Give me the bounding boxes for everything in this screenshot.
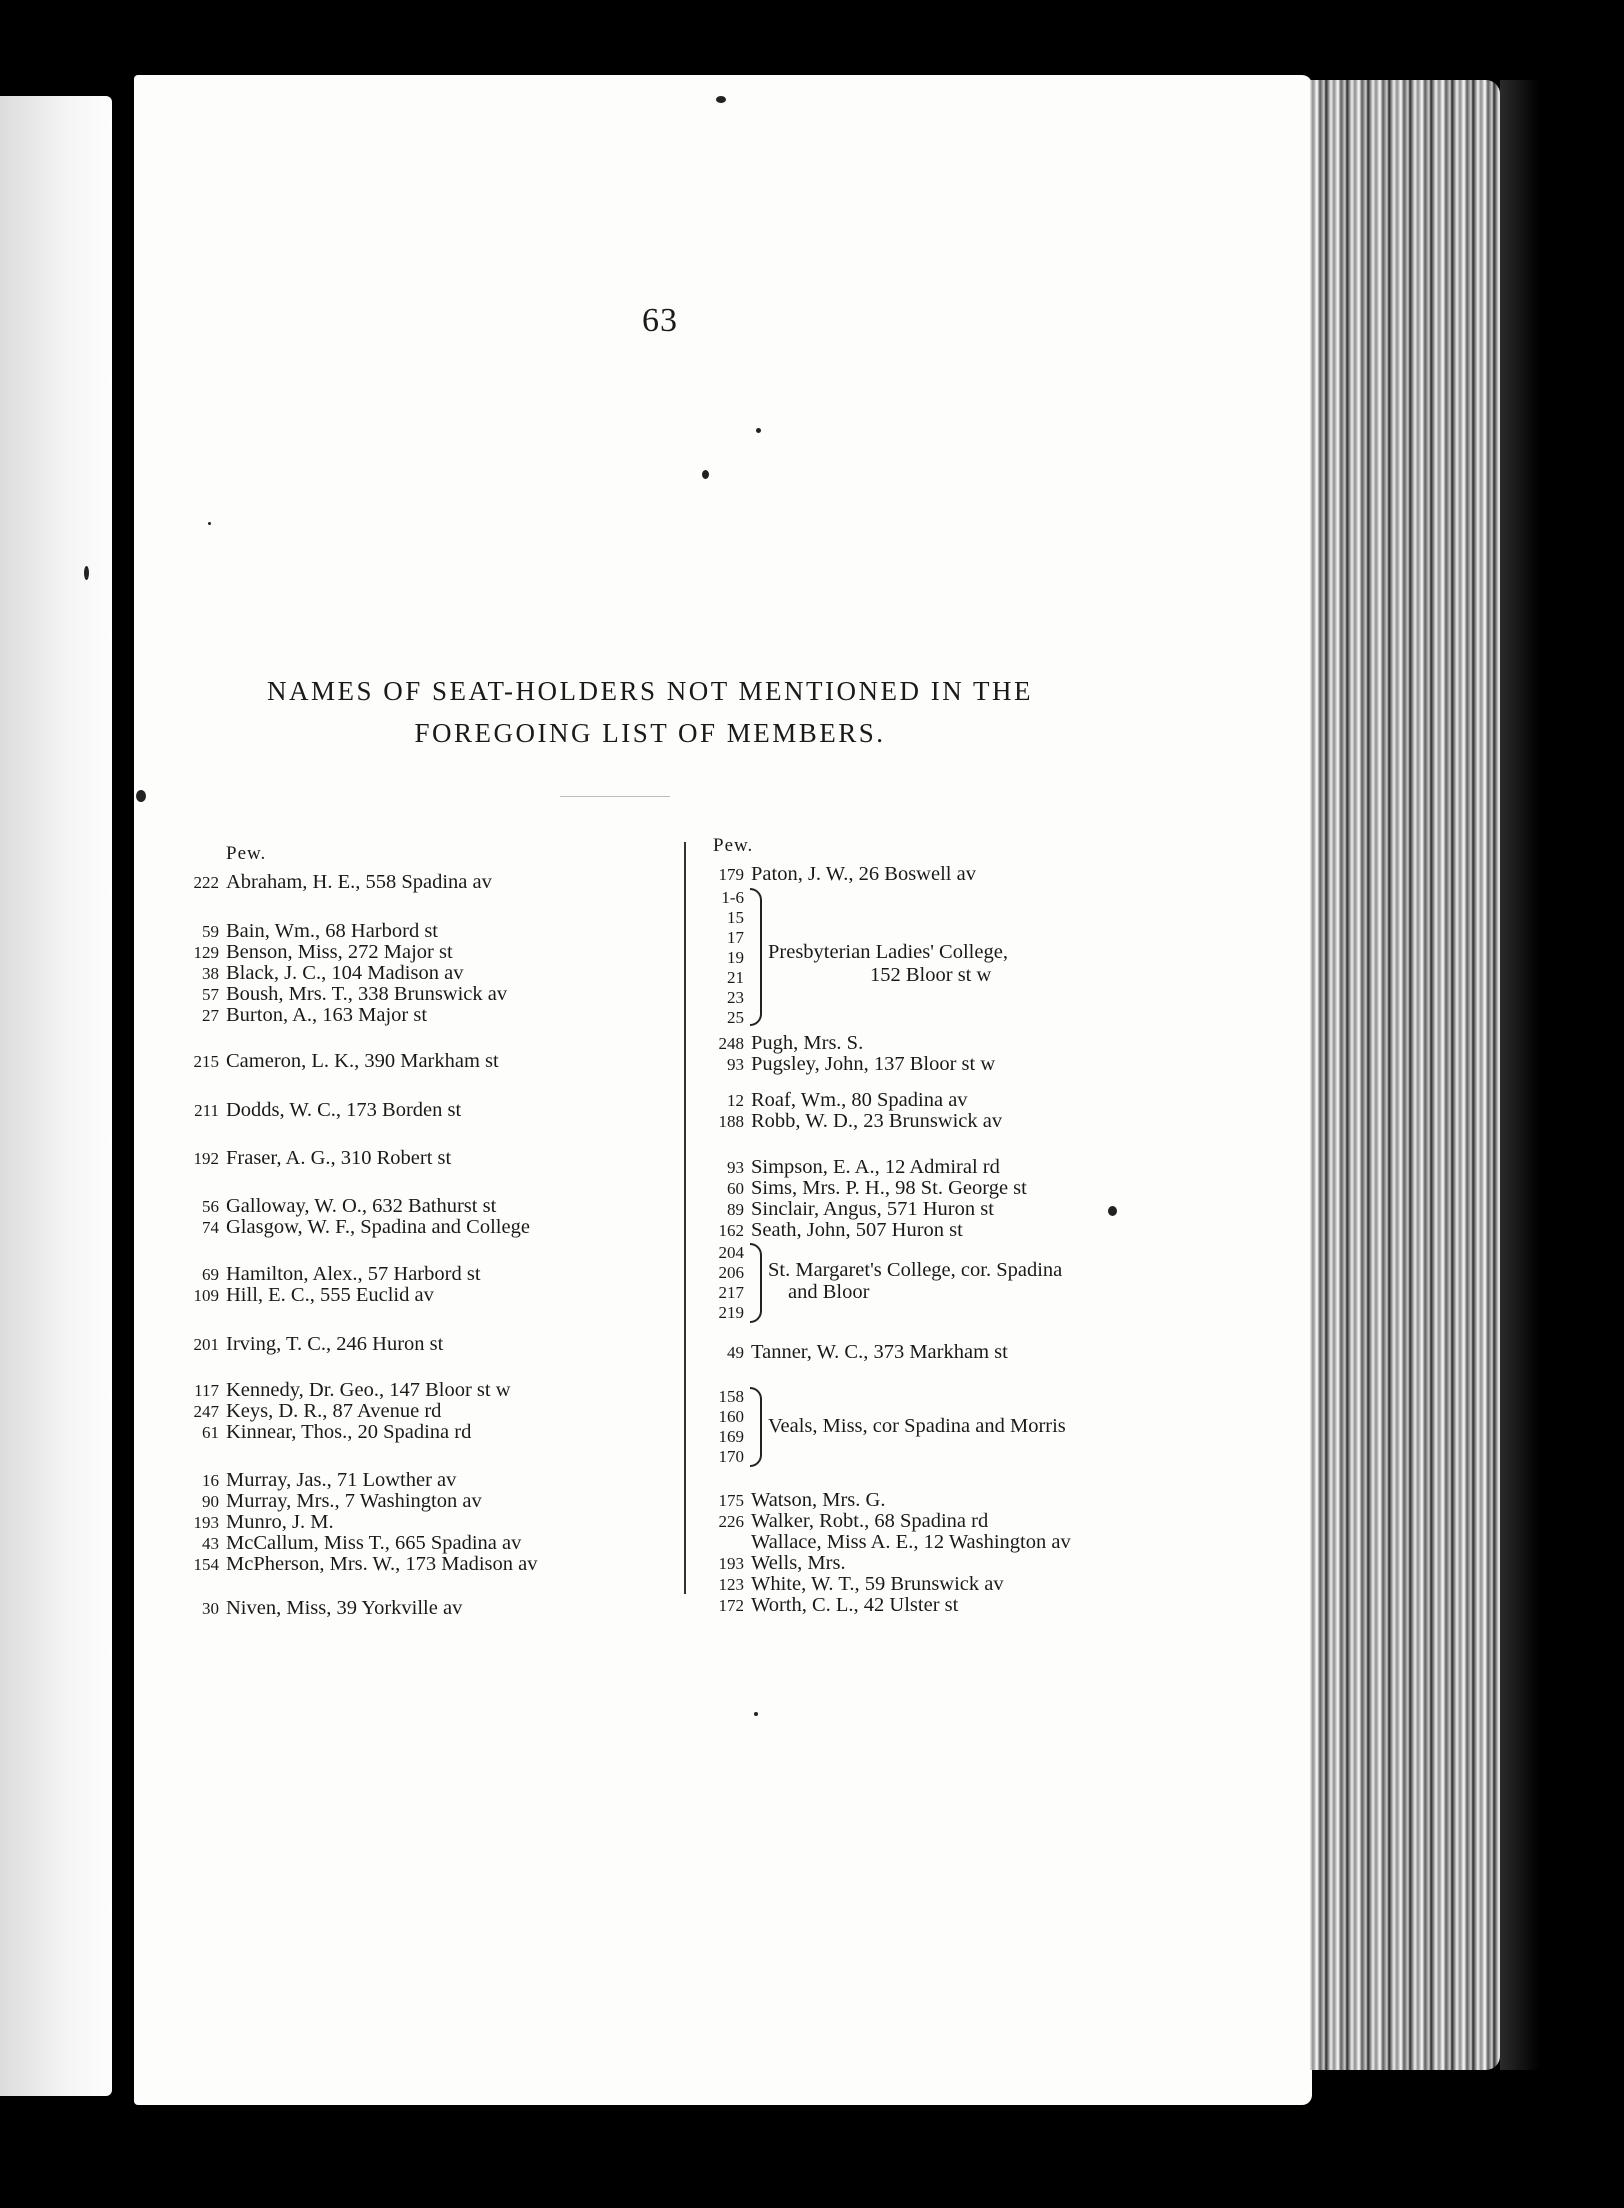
list-item bbox=[175, 1283, 434, 1308]
list-item bbox=[700, 1052, 995, 1077]
pew-number: 109 bbox=[193, 1286, 219, 1305]
page-stack-shadow bbox=[1500, 80, 1540, 2070]
pew-number: 59 bbox=[202, 922, 219, 941]
list-item bbox=[175, 1049, 499, 1074]
pew-number-list bbox=[700, 1387, 744, 1467]
list-item bbox=[175, 1003, 427, 1028]
ink-speck bbox=[208, 522, 211, 525]
page-stack-edge bbox=[1310, 80, 1500, 2070]
pew-number: 21 bbox=[727, 968, 744, 987]
pew-group-st-margarets bbox=[700, 1243, 1140, 1325]
list-item bbox=[175, 870, 492, 895]
pew-number: 117 bbox=[194, 1381, 219, 1400]
entry-text: Sinclair, Angus, 571 Huron st bbox=[751, 1198, 994, 1220]
entry-text: Wells, Mrs. bbox=[751, 1552, 846, 1574]
pew-number: 175 bbox=[718, 1491, 744, 1510]
pew-number: 19 bbox=[727, 948, 744, 967]
left-page-edge bbox=[0, 96, 112, 2096]
pew-number: 56 bbox=[202, 1197, 219, 1216]
pew-group-veals bbox=[700, 1387, 1140, 1469]
pew-group-presbyterian bbox=[700, 888, 1120, 1028]
pew-number: 69 bbox=[202, 1265, 219, 1284]
page-title bbox=[200, 670, 1100, 754]
pew-number: 15 bbox=[727, 908, 744, 927]
pew-number: 93 bbox=[727, 1055, 744, 1074]
entry-text: Keys, D. R., 87 Avenue rd bbox=[226, 1400, 442, 1422]
pew-number: 179 bbox=[718, 865, 744, 884]
group-label-continued: and Bloor bbox=[788, 1281, 870, 1303]
pew-number: 1-6 bbox=[721, 888, 744, 907]
pew-number: 169 bbox=[718, 1427, 744, 1446]
pew-number: 204 bbox=[718, 1243, 744, 1262]
entry-text: Paton, J. W., 26 Boswell av bbox=[751, 863, 976, 885]
entry-text: Kinnear, Thos., 20 Spadina rd bbox=[226, 1421, 472, 1443]
pew-number: 192 bbox=[193, 1149, 219, 1168]
pew-number: 49 bbox=[727, 1343, 744, 1362]
pew-number: 215 bbox=[193, 1052, 219, 1071]
pew-number: 23 bbox=[727, 988, 744, 1007]
pew-number: 226 bbox=[718, 1512, 744, 1531]
pew-number: 158 bbox=[718, 1387, 744, 1406]
ink-speck bbox=[84, 566, 89, 580]
entry-text: Glasgow, W. F., Spadina and College bbox=[226, 1216, 530, 1238]
entry-text: Dodds, W. C., 173 Borden st bbox=[226, 1099, 462, 1121]
entry-text: Burton, A., 163 Major st bbox=[226, 1004, 428, 1026]
title-line-2: FOREGOING LIST OF MEMBERS. bbox=[414, 718, 886, 748]
list-item bbox=[175, 1215, 530, 1240]
pew-number: 25 bbox=[727, 1008, 744, 1027]
entry-text: Galloway, W. O., 632 Bathurst st bbox=[226, 1195, 497, 1217]
pew-number: 38 bbox=[202, 964, 219, 983]
pew-number: 12 bbox=[727, 1091, 744, 1110]
pew-number: 160 bbox=[718, 1407, 744, 1426]
pew-number: 217 bbox=[718, 1283, 744, 1302]
group-brace bbox=[750, 1387, 762, 1467]
entry-text: Tanner, W. C., 373 Markham st bbox=[751, 1341, 1008, 1363]
pew-number: 172 bbox=[718, 1596, 744, 1615]
title-line-1: NAMES OF SEAT-HOLDERS NOT MENTIONED IN THE bbox=[266, 676, 1033, 706]
left-column-header: Pew. bbox=[226, 843, 267, 864]
pew-number: 247 bbox=[193, 1402, 219, 1421]
pew-number: 206 bbox=[718, 1263, 744, 1282]
entry-text: McPherson, Mrs. W., 173 Madison av bbox=[226, 1553, 538, 1575]
entry-text: Robb, W. D., 23 Brunswick av bbox=[751, 1110, 1003, 1132]
pew-number: 129 bbox=[193, 943, 219, 962]
entry-text: Sims, Mrs. P. H., 98 St. George st bbox=[751, 1177, 1027, 1199]
list-item bbox=[175, 1098, 461, 1123]
list-item bbox=[700, 1593, 958, 1618]
pew-number: 16 bbox=[202, 1471, 219, 1490]
page-number: 63 bbox=[642, 302, 678, 339]
entry-text: Irving, T. C., 246 Huron st bbox=[226, 1333, 444, 1355]
book-spine bbox=[112, 90, 134, 2105]
entry-text: Kennedy, Dr. Geo., 147 Bloor st w bbox=[226, 1379, 511, 1401]
pew-number: 30 bbox=[202, 1599, 219, 1618]
pew-number: 60 bbox=[727, 1179, 744, 1198]
group-label: Veals, Miss, cor Spadina and Morris bbox=[768, 1415, 1066, 1437]
ink-speck bbox=[702, 470, 709, 479]
list-item bbox=[700, 1218, 963, 1243]
entry-text: Pugsley, John, 137 Bloor st w bbox=[751, 1053, 996, 1075]
pew-number: 222 bbox=[193, 873, 219, 892]
list-item bbox=[175, 1552, 537, 1577]
entry-text: Abraham, H. E., 558 Spadina av bbox=[226, 871, 492, 893]
entry-text: Fraser, A. G., 310 Robert st bbox=[226, 1147, 452, 1169]
entry-text: Walker, Robt., 68 Spadina rd bbox=[751, 1510, 989, 1532]
pew-number: 154 bbox=[193, 1555, 219, 1574]
title-rule bbox=[560, 796, 670, 797]
entry-text: Roaf, Wm., 80 Spadina av bbox=[751, 1089, 968, 1111]
entry-text: Bain, Wm., 68 Harbord st bbox=[226, 920, 438, 942]
list-item bbox=[175, 1420, 471, 1445]
pew-number: 89 bbox=[727, 1200, 744, 1219]
ink-speck bbox=[754, 1712, 758, 1716]
pew-number: 248 bbox=[718, 1034, 744, 1053]
pew-number: 74 bbox=[202, 1218, 219, 1237]
list-item bbox=[700, 862, 976, 887]
entry-text: Hill, E. C., 555 Euclid av bbox=[226, 1284, 434, 1306]
pew-number: 211 bbox=[194, 1101, 219, 1120]
column-divider bbox=[684, 842, 686, 1594]
entry-text: Watson, Mrs. G. bbox=[751, 1489, 886, 1511]
entry-text: Murray, Jas., 71 Lowther av bbox=[226, 1469, 457, 1491]
group-label: St. Margaret's College, cor. Spadina bbox=[768, 1259, 1063, 1281]
entry-text: Seath, John, 507 Huron st bbox=[751, 1219, 963, 1241]
right-column-header: Pew. bbox=[713, 835, 754, 856]
ink-speck bbox=[136, 790, 146, 802]
entry-text: Hamilton, Alex., 57 Harbord st bbox=[226, 1263, 481, 1285]
pew-number: 170 bbox=[718, 1447, 744, 1466]
pew-number: 27 bbox=[202, 1006, 219, 1025]
entry-text: Black, J. C., 104 Madison av bbox=[226, 962, 464, 984]
entry-text: Niven, Miss, 39 Yorkville av bbox=[226, 1597, 463, 1619]
list-item bbox=[700, 1340, 1008, 1365]
group-label-continued: 152 Bloor st w bbox=[870, 964, 992, 986]
pew-number: 17 bbox=[727, 928, 744, 947]
pew-number: 188 bbox=[718, 1112, 744, 1131]
entry-text: Boush, Mrs. T., 338 Brunswick av bbox=[226, 983, 508, 1005]
list-item bbox=[175, 1146, 451, 1171]
entry-text: Cameron, L. K., 390 Markham st bbox=[226, 1050, 499, 1072]
group-brace bbox=[750, 1243, 762, 1323]
group-brace bbox=[750, 888, 762, 1026]
pew-number: 43 bbox=[202, 1534, 219, 1553]
entry-text: Wallace, Miss A. E., 12 Washington av bbox=[751, 1531, 1071, 1553]
pew-number: 193 bbox=[718, 1554, 744, 1573]
pew-number: 219 bbox=[718, 1303, 744, 1322]
entry-text: White, W. T., 59 Brunswick av bbox=[751, 1573, 1004, 1595]
ink-speck bbox=[756, 428, 761, 433]
entry-text: Munro, J. M. bbox=[226, 1511, 334, 1533]
ink-speck bbox=[1108, 1206, 1117, 1216]
list-item bbox=[175, 1596, 462, 1621]
pew-number: 90 bbox=[202, 1492, 219, 1511]
group-label: Presbyterian Ladies' College, bbox=[768, 941, 1008, 963]
entry-text: Murray, Mrs., 7 Washington av bbox=[226, 1490, 482, 1512]
pew-number: 61 bbox=[202, 1423, 219, 1442]
pew-number-list bbox=[700, 888, 744, 1028]
entry-text: McCallum, Miss T., 665 Spadina av bbox=[226, 1532, 522, 1554]
pew-number: 193 bbox=[193, 1513, 219, 1532]
entry-text: Simpson, E. A., 12 Admiral rd bbox=[751, 1156, 1000, 1178]
pew-number: 123 bbox=[718, 1575, 744, 1594]
list-item bbox=[700, 1109, 1002, 1134]
entry-text: Pugh, Mrs. S. bbox=[751, 1032, 864, 1054]
ink-speck bbox=[716, 96, 726, 103]
pew-number-list bbox=[700, 1243, 744, 1323]
list-item bbox=[175, 1332, 443, 1357]
pew-number: 93 bbox=[727, 1158, 744, 1177]
entry-text: Benson, Miss, 272 Major st bbox=[226, 941, 453, 963]
pew-number: 201 bbox=[193, 1335, 219, 1354]
pew-number: 57 bbox=[202, 985, 219, 1004]
entry-text: Worth, C. L., 42 Ulster st bbox=[751, 1594, 959, 1616]
pew-number: 162 bbox=[718, 1221, 744, 1240]
